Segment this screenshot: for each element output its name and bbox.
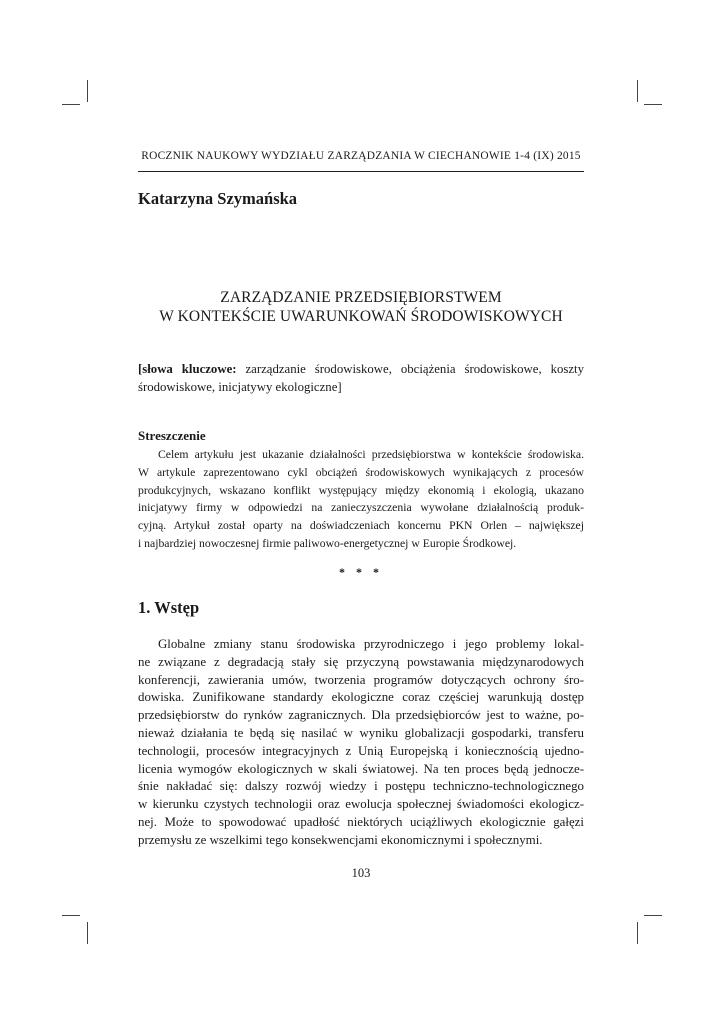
crop-mark bbox=[62, 104, 80, 105]
abstract-line: produkcyjnych, wskazano konflikt występujący między ekonomią i ekologią, ukazano bbox=[138, 483, 584, 497]
keywords-text: zarządzanie środowiskowe, obciążenia środowiskowe, koszty środowiskowe, inicjatywy ekologiczne] bbox=[138, 362, 584, 394]
body-paragraph bbox=[138, 636, 584, 850]
keywords bbox=[138, 360, 584, 396]
abstract-heading: Streszczenie bbox=[138, 428, 206, 443]
crop-mark bbox=[637, 80, 638, 102]
abstract-line: inicjatywy firmy w odpowiedzi na zanieczyszczenia wywołane działalnością produk- bbox=[138, 501, 584, 515]
crop-mark bbox=[87, 80, 88, 102]
crop-mark bbox=[637, 922, 638, 944]
body-line: licenia wymogów ekologicznych w skali światowej. Na ten proces będą jednocze- bbox=[138, 761, 584, 776]
author-name: Katarzyna Szymańska bbox=[138, 189, 298, 208]
title-line: ZARZĄDZANIE PRZEDSIĘBIORSTWEM bbox=[220, 289, 502, 306]
crop-mark bbox=[62, 915, 80, 916]
body-line: ne związane z degradacją stały się przyczyną powstawania międzynarodowych bbox=[138, 654, 584, 669]
body-line: nieważ działania te będą się nasilać w wyniku globalizacji gospodarki, transferu bbox=[138, 725, 584, 740]
body-line: konferencji, zawierania umów, tworzenia programów dotyczących ochrony śro- bbox=[138, 672, 584, 687]
body-line: śnie nakładać się: dalszy rozwój wiedzy i postępu techniczno-technologicznego bbox=[138, 779, 584, 794]
crop-mark bbox=[644, 915, 662, 916]
section-heading: 1. Wstęp bbox=[138, 598, 200, 617]
running-header: ROCZNIK NAUKOWY WYDZIAŁU ZARZĄDZANIA W CIECHANOWIE 1-4 (IX) 2015 bbox=[141, 150, 581, 162]
body-line: Globalne zmiany stanu środowiska przyrodniczego i jego problemy lokal- bbox=[158, 637, 584, 651]
abstract-line: Celem artykułu jest ukazanie działalności przedsiębiorstwa w kontekście środowiska. bbox=[158, 448, 584, 461]
body-line: w kierunku czystych technologii oraz ewolucja społecznej świadomości ekologicz- bbox=[138, 797, 584, 812]
body-line: przemysłu ze wszelkimi tego konsekwencjami ekonomicznymi i społecznymi. bbox=[138, 832, 543, 847]
page-number: 103 bbox=[351, 866, 371, 880]
abstract-line: W artykule zaprezentowano cykl obciążeń środowiskowych wynikających z procesów bbox=[138, 465, 584, 479]
abstract-line: cyjną. Artykuł został oparty na doświadczeniach koncernu PKN Orlen – największej bbox=[138, 519, 584, 533]
article-title bbox=[118, 288, 604, 326]
body-line: dowiska. Zunifikowane standardy ekologiczne coraz częściej warunkują dostęp bbox=[138, 690, 584, 705]
header-rule bbox=[138, 171, 584, 172]
body-line: technologii, procesów integracyjnych z Unią Europejską i koniecznością ujedno- bbox=[138, 743, 584, 758]
title-line: W KONTEKŚCIE UWARUNKOWAŃ ŚRODOWISKOWYCH bbox=[159, 308, 563, 325]
body-line: przedsiębiorstw do rynków zagranicznych. Dla przedsiębiorców jest to ważne, po- bbox=[138, 708, 584, 723]
abstract-text bbox=[138, 446, 584, 553]
crop-mark bbox=[87, 922, 88, 944]
abstract-line: i najbardziej nowoczesnej firmie paliwowo-energetycznej w Europie Środkowej. bbox=[138, 536, 517, 550]
body-line: nej. Może to spowodować upadłość niektórych uciążliwych ekologicznie gałęzi bbox=[138, 814, 584, 829]
keywords-label: [słowa kluczowe: bbox=[138, 362, 237, 376]
section-separator: * * * bbox=[339, 565, 383, 579]
crop-mark bbox=[644, 104, 662, 105]
